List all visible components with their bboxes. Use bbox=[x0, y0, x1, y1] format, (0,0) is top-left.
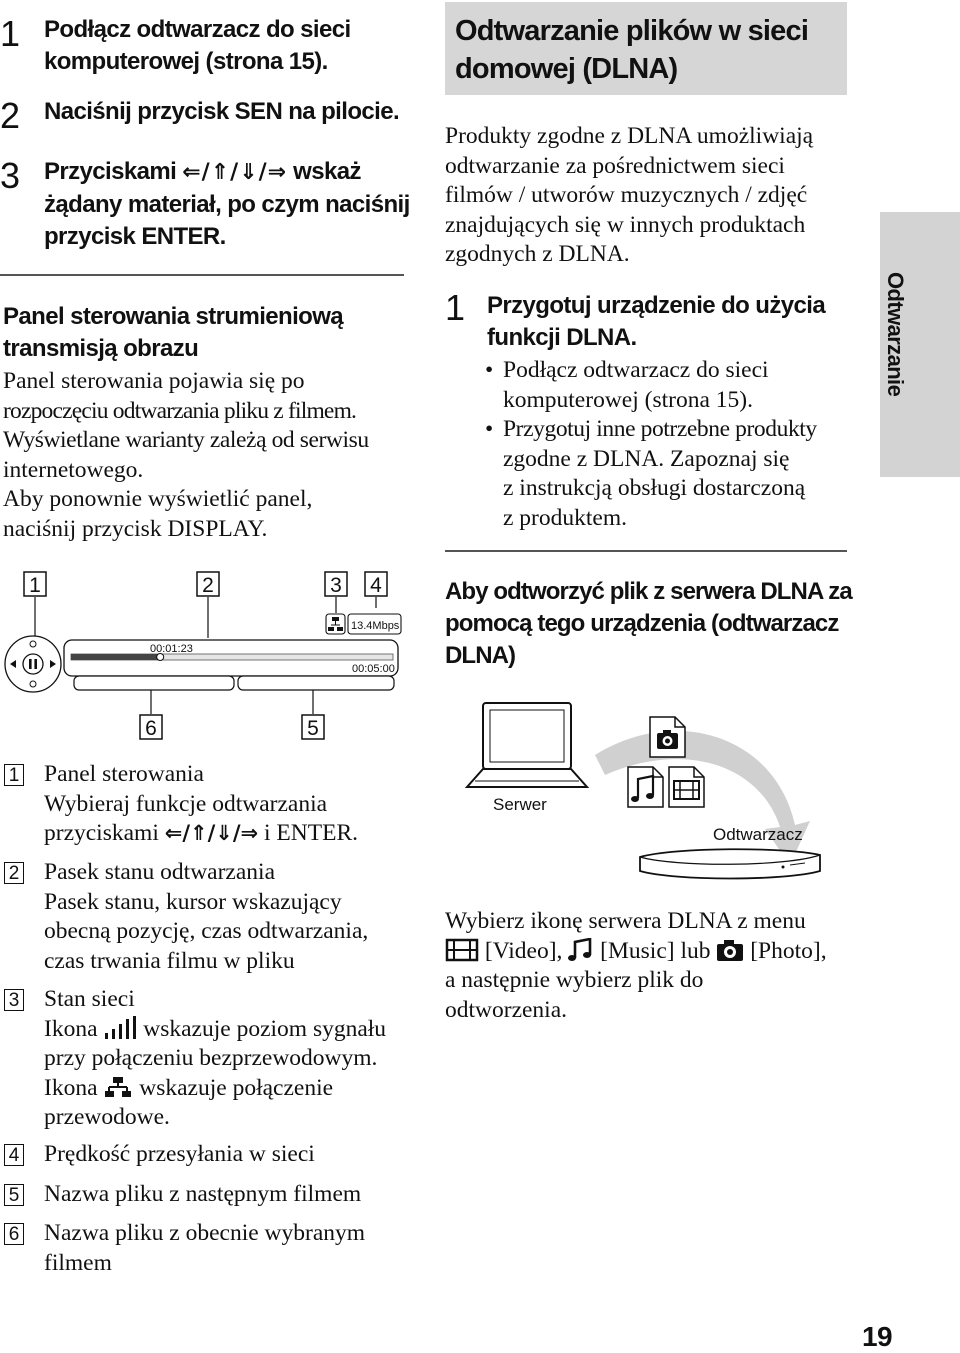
legend-line: Prędkość przesyłania w sieci bbox=[44, 1141, 315, 1167]
heading-line: transmisją obrazu bbox=[3, 335, 199, 362]
bullet-line: zgodne z DLNA. Zapoznaj się bbox=[503, 445, 790, 472]
legend-line: filmem bbox=[44, 1249, 112, 1276]
laptop-icon bbox=[467, 703, 587, 787]
body-line: internetowego. bbox=[3, 456, 144, 483]
legend-line: przy połączeniu bezprzewodowym. bbox=[44, 1045, 378, 1071]
body-line: [Video], bbox=[484, 937, 563, 964]
server-label: Serwer bbox=[493, 795, 547, 814]
bullet-line: z instrukcją obsługi dostarczoną bbox=[503, 475, 806, 501]
legend-line: przewodowe. bbox=[44, 1104, 170, 1130]
callout-1: 1 bbox=[29, 574, 41, 597]
legend-line: Nazwa pliku z obecnie wybranym bbox=[44, 1220, 366, 1246]
step-line: przycisk ENTER. bbox=[44, 223, 226, 250]
bullet-mark: • bbox=[485, 416, 494, 442]
next-file-box bbox=[238, 676, 394, 690]
step-line: wskaż bbox=[293, 158, 361, 185]
legend bbox=[0, 760, 430, 1280]
progress-fill bbox=[71, 654, 160, 660]
bullet-line: komputerowej (strona 15). bbox=[503, 386, 753, 413]
body-line: odtwarzanie za pośrednictwem sieci bbox=[445, 152, 785, 179]
player-label: Odtwarzacz bbox=[713, 825, 803, 844]
bullet-mark: • bbox=[485, 357, 494, 383]
video-file-icon bbox=[669, 767, 704, 807]
bullet-line: Przygotuj inne potrzebne produkty bbox=[503, 416, 817, 442]
dlna-title-box bbox=[445, 2, 847, 95]
step-line: żądany materiał, po czym naciśnij bbox=[44, 191, 410, 218]
step-number: 1 bbox=[0, 13, 21, 54]
body-line: rozpoczęciu odtwarzania pliku z filmem. bbox=[3, 397, 357, 424]
step-number: 2 bbox=[0, 95, 21, 136]
bullet-line: z produktem. bbox=[503, 504, 627, 531]
legend-line: Stan sieci bbox=[44, 986, 135, 1012]
step-line: komputerowej (strona 15). bbox=[44, 48, 328, 75]
legend-line: Panel sterowania bbox=[44, 761, 204, 787]
callout-6: 6 bbox=[145, 717, 157, 740]
body-line: Panel sterowania pojawia się po bbox=[3, 368, 305, 394]
callout-5: 5 bbox=[307, 717, 319, 740]
body-line: Produkty zgodne z DLNA umożliwiają bbox=[445, 123, 814, 149]
wired-network-icon bbox=[103, 1075, 133, 1099]
body-line: znajdujących się w innych produktach bbox=[445, 211, 806, 238]
body-line: [Music] lub bbox=[600, 937, 711, 964]
step-number: 1 bbox=[445, 287, 466, 328]
legend-key: 3 bbox=[4, 989, 24, 1011]
current-file-box bbox=[74, 676, 234, 690]
panel-section-heading bbox=[3, 301, 423, 365]
step-number: 3 bbox=[0, 155, 21, 196]
step-line: Naciśnij przycisk SEN na pilocie. bbox=[44, 98, 400, 125]
wired-network-icon bbox=[326, 614, 345, 634]
body-line: a następnie wybierz plik do bbox=[445, 967, 704, 993]
step-line: Przygotuj urządzenie do użycia bbox=[487, 292, 826, 319]
dlna-illustration-svg bbox=[445, 695, 865, 890]
dlna-intro bbox=[445, 122, 855, 270]
bullet-item bbox=[485, 415, 855, 533]
bullet-item bbox=[485, 356, 855, 415]
bullet-line: Podłącz odtwarzacz do sieci bbox=[503, 357, 769, 383]
music-file-icon bbox=[628, 767, 663, 807]
heading-line: DLNA) bbox=[445, 642, 516, 669]
heading-line: Aby odtworzyć plik z serwera DLNA za bbox=[445, 578, 852, 605]
legend-key: 4 bbox=[4, 1144, 24, 1166]
body-line: Aby ponownie wyświetlić panel, bbox=[3, 486, 313, 512]
heading-line: pomocą tego urządzenia (odtwarzacz bbox=[445, 610, 839, 637]
body-line: odtworzenia. bbox=[445, 996, 568, 1023]
callout-3: 3 bbox=[330, 574, 342, 597]
body-line: naciśnij przycisk DISPLAY. bbox=[3, 515, 268, 542]
photo-file-icon bbox=[650, 717, 685, 757]
legend-line: Wybieraj funkcje odtwarzania bbox=[44, 790, 328, 817]
side-tab-label: Odtwarzanie bbox=[883, 272, 908, 397]
divider bbox=[445, 550, 847, 552]
step-line: funkcji DLNA. bbox=[487, 324, 637, 351]
panel-section-body bbox=[3, 367, 423, 544]
legend-line: wskazuje poziom sygnału bbox=[143, 1015, 387, 1042]
heading-line: Panel sterowania strumieniową bbox=[3, 303, 344, 330]
legend-line: obecną pozycję, czas odtwarzania, bbox=[44, 918, 369, 944]
legend-line: czas trwania filmu w pliku bbox=[44, 947, 295, 974]
bitrate: 13.4Mbps bbox=[351, 620, 400, 632]
legend-line: Ikona bbox=[44, 1015, 98, 1042]
legend-line: Nazwa pliku z następnym filmem bbox=[44, 1181, 362, 1207]
legend-line: Pasek stanu, kursor wskazujący bbox=[44, 888, 342, 915]
body-line: [Photo], bbox=[750, 937, 827, 964]
legend-line: przyciskami bbox=[44, 820, 159, 846]
legend-key: 5 bbox=[4, 1184, 24, 1206]
legend-key: 1 bbox=[4, 764, 24, 786]
body-line: zgodnych z DLNA. bbox=[445, 241, 630, 267]
step-line: Przyciskami bbox=[44, 158, 177, 185]
page-number: 19 bbox=[862, 1321, 892, 1352]
dlna-final-instructions bbox=[445, 907, 865, 1025]
legend-key: 6 bbox=[4, 1223, 24, 1245]
legend-key: 2 bbox=[4, 862, 24, 884]
dlna-subheading bbox=[445, 576, 865, 672]
dlna-illustration bbox=[445, 695, 865, 890]
callout-2: 2 bbox=[202, 574, 214, 597]
step-line: Podłącz odtwarzacz do sieci bbox=[44, 16, 351, 43]
body-line: Wybierz ikonę serwera DLNA z menu bbox=[445, 908, 806, 934]
control-panel-diagram bbox=[0, 568, 420, 748]
diagram-svg bbox=[0, 568, 420, 748]
dlna-title-line: domowej (DLNA) bbox=[455, 53, 678, 85]
legend-line: Pasek stanu odtwarzania bbox=[44, 859, 276, 885]
dlna-bullets bbox=[485, 356, 855, 533]
divider bbox=[0, 274, 404, 276]
callout-4: 4 bbox=[370, 574, 382, 597]
total-time: 00:05:00 bbox=[352, 663, 395, 675]
legend-line: i ENTER. bbox=[264, 820, 359, 846]
photo-icon bbox=[716, 938, 744, 962]
legend-line: Ikona bbox=[44, 1074, 98, 1101]
body-line: Wyświetlane warianty zależą od serwisu bbox=[3, 427, 369, 453]
arrow-keys-icon: ⇐/⇑/⇓/⇒ bbox=[182, 160, 288, 185]
body-line: filmów / utworów muzycznych / zdjęć bbox=[445, 182, 808, 208]
control-circle bbox=[5, 636, 61, 692]
wifi-signal-icon bbox=[103, 1016, 137, 1040]
music-icon bbox=[568, 938, 594, 962]
blu-ray-player-icon bbox=[640, 849, 820, 878]
dlna-title-line: Odtwarzanie plików w sieci bbox=[455, 15, 809, 47]
arrow-keys-icon: ⇐/⇑/⇓/⇒ bbox=[164, 821, 259, 845]
current-time: 00:01:23 bbox=[150, 643, 193, 655]
video-icon bbox=[445, 938, 479, 962]
legend-line: wskazuje połączenie bbox=[139, 1074, 334, 1101]
